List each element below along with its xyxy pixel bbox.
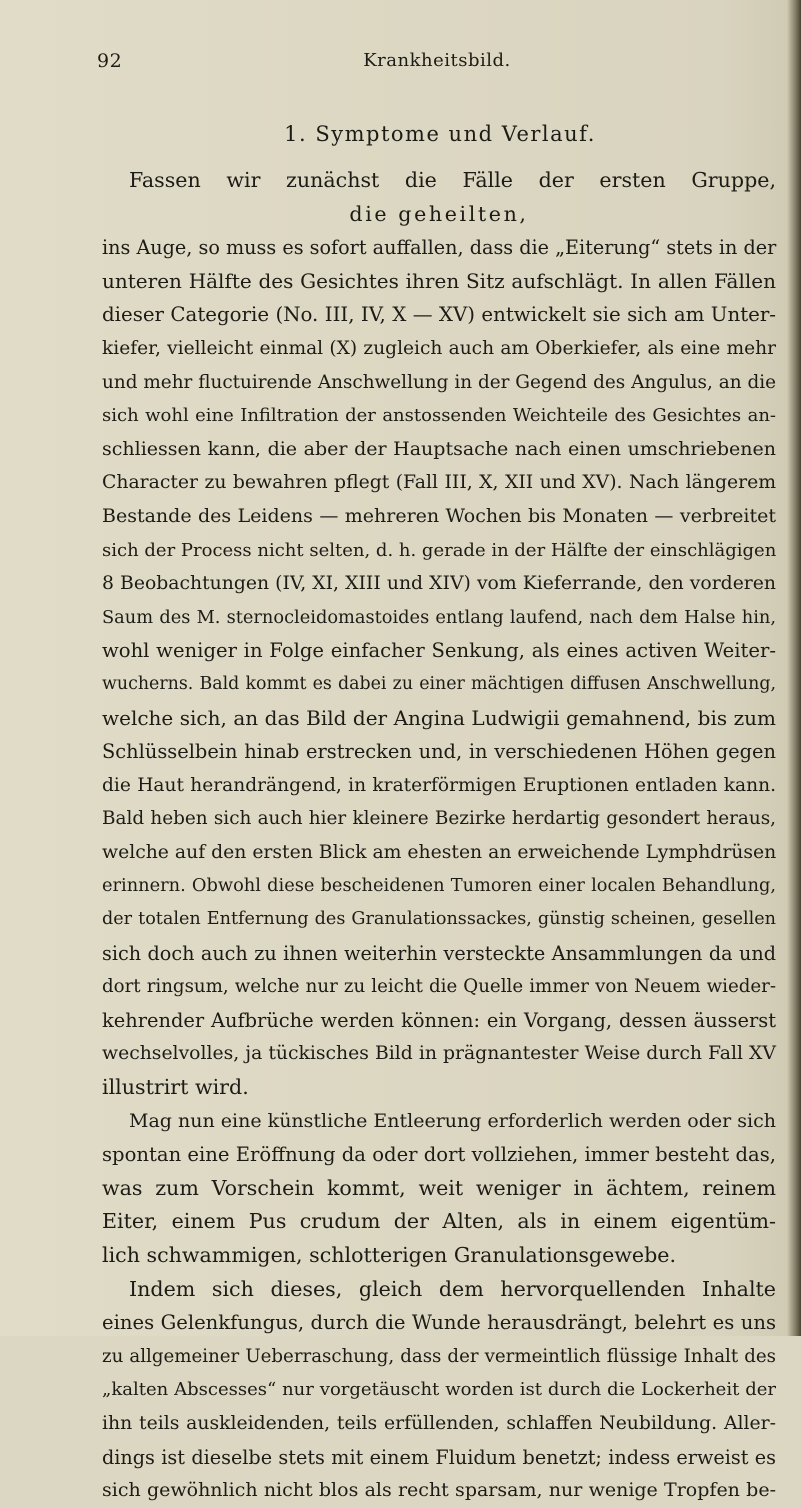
- text-line: was zum Vorschein kommt, weit weniger in ächtem, reinem: [102, 1175, 776, 1200]
- text-line: welche sich, an das Bild der Angina Ludwigii gemahnend, bis zum: [102, 705, 776, 730]
- section-heading: 1. Symptome und Verlauf.: [284, 122, 596, 146]
- text-line: lich schwammigen, schlotterigen Granulationsgewebe.: [102, 1243, 677, 1267]
- text-line: erinnern. Obwohl diese bescheidenen Tumoren einer localen Behandlung,: [102, 875, 776, 897]
- text-line: sich wohl eine Infiltration der anstossenden Weichteile des Gesichtes an-: [102, 405, 776, 427]
- text-line: Saum des M. sternocleidomastoides entlang laufend, nach dem Halse hin,: [102, 606, 776, 628]
- text-line: Bestande des Leidens — mehreren Wochen bis Monaten — verbreitet: [102, 504, 776, 527]
- text-line: kehrender Aufbrüche werden können: ein Vorgang, dessen äusserst: [102, 1008, 776, 1032]
- text-line: Eiter, einem Pus crudum der Alten, als in einem eigentüm-: [102, 1209, 776, 1234]
- text-line: Schlüsselbein hinab erstrecken und, in verschiedenen Höhen gegen: [102, 740, 776, 764]
- text-line: welche auf den ersten Blick am ehesten an erweichende Lymphdrüsen: [102, 841, 777, 863]
- text-line: ihn teils auskleidenden, teils erfüllenden, schlaffen Neubildung. Aller-: [102, 1412, 776, 1434]
- text-line: wechselvolles, ja tückisches Bild in prägnantester Weise durch Fall XV: [102, 1043, 776, 1065]
- page-number: 92: [97, 50, 123, 72]
- page-header: [97, 50, 777, 80]
- text-line: sich der Process nicht selten, d. h. gerade in der Hälfte der einschlägigen: [102, 539, 777, 561]
- text-line: ins Auge, so muss es sofort auffallen, dass die „Eiterung“ stets in der: [102, 236, 777, 260]
- text-line: Mag nun eine künstliche Entleerung erforderlich werden oder sich: [129, 1109, 776, 1132]
- text-line: sich gewöhnlich nicht blos als recht sparsam, nur wenige Tropfen be-: [102, 1479, 776, 1502]
- text-line: Character zu bewahren pflegt (Fall III, X, XII und XV). Nach längerem: [102, 472, 776, 494]
- text-line: der totalen Entfernung des Granulationssackes, günstig scheinen, gesellen: [102, 909, 776, 930]
- text-line: die geheilten,: [349, 201, 529, 226]
- text-line: dieser Categorie (No. III, IV, X — XV) entwickelt sie sich am Unter-: [102, 303, 776, 327]
- text-line: Indem sich dieses, gleich dem hervorquellenden Inhalte: [129, 1276, 776, 1301]
- text-line: wucherns. Bald kommt es dabei zu einer mächtigen diffusen Anschwellung,: [102, 673, 776, 694]
- text-line: illustrirt wird.: [102, 1075, 249, 1100]
- text-line: 8 Beobachtungen (IV, XI, XIII und XIV) vom Kieferrande, den vorderen: [102, 573, 776, 595]
- text-line: eines Gelenkfungus, durch die Wunde herausdrängt, belehrt es uns: [102, 1311, 776, 1335]
- text-line: dings ist dieselbe stets mit einem Fluidum benetzt; indess erweist es: [102, 1445, 776, 1469]
- text-line: unteren Hälfte des Gesichtes ihren Sitz aufschlägt. In allen Fällen: [102, 268, 776, 293]
- text-line: kiefer, vielleicht einmal (X) zugleich auch am Oberkiefer, als eine mehr: [102, 337, 776, 359]
- text-line: schliessen kann, die aber der Hauptsache nach einen umschriebenen: [102, 437, 776, 460]
- text-line: Fassen wir zunächst die Fälle der ersten Gruppe,: [129, 168, 776, 192]
- page-edge-shadow: [787, 0, 801, 1336]
- text-line: die Haut herandrängend, in kraterförmigen Eruptionen entladen kann.: [102, 774, 776, 796]
- text-line: zu allgemeiner Ueberraschung, dass der vermeintlich flüssige Inhalt des: [102, 1345, 776, 1367]
- text-line: wohl weniger in Folge einfacher Senkung, als eines activen Weiter-: [102, 639, 776, 663]
- text-line: „kalten Abscesses“ nur vorgetäuscht worden ist durch die Lockerheit der: [102, 1379, 776, 1401]
- text-line: und mehr fluctuirende Anschwellung in der Gegend des Angulus, an die: [102, 371, 776, 393]
- text-line: dort ringsum, welche nur zu leicht die Quelle immer von Neuem wieder-: [102, 976, 776, 998]
- text-line: spontan eine Eröffnung da oder dort vollziehen, immer besteht das,: [102, 1143, 776, 1167]
- text-line: Bald heben sich auch hier kleinere Bezirke herdartig gesondert heraus,: [102, 808, 776, 830]
- running-head: Krankheitsbild.: [363, 50, 511, 71]
- text-line: sich doch auch zu ihnen weiterhin versteckte Ansammlungen da und: [102, 941, 776, 965]
- body-text: [102, 164, 776, 1508]
